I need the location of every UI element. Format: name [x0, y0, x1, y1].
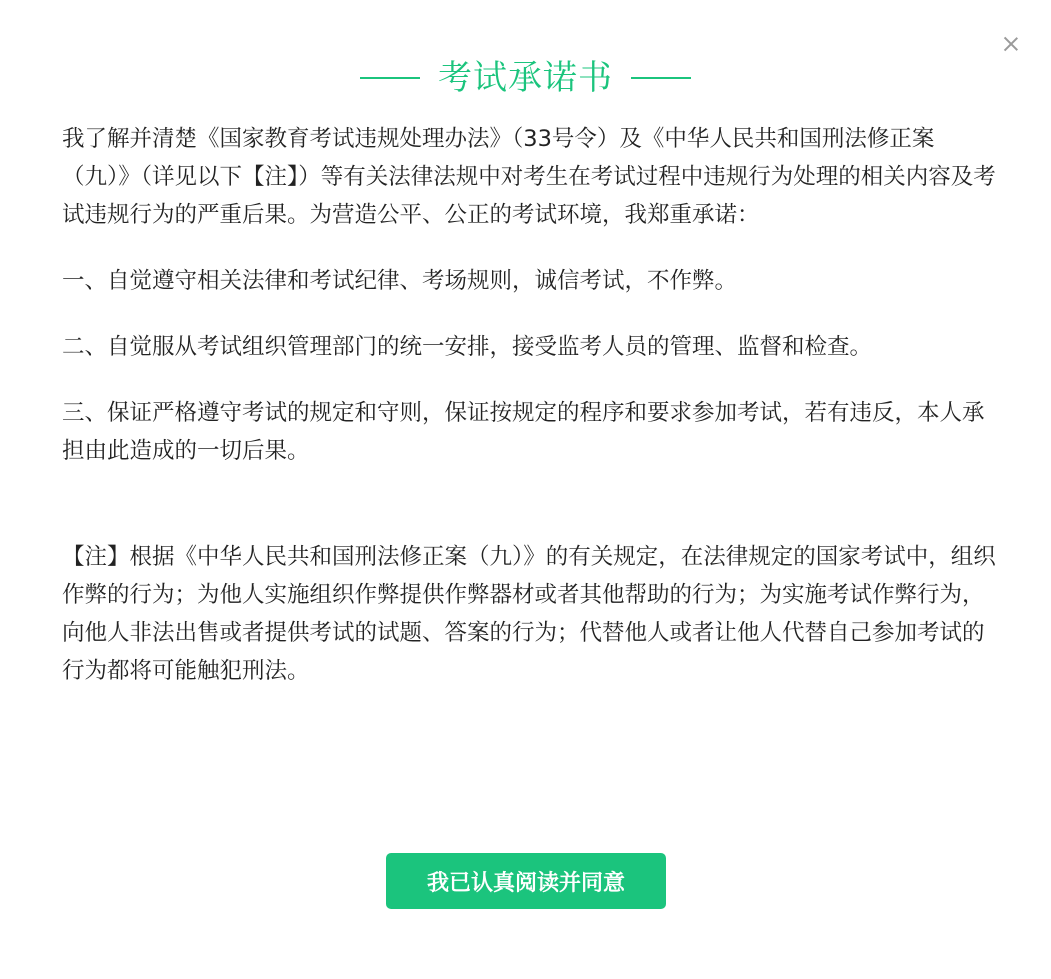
pledge-item-2: 二、自觉服从考试组织管理部门的统一安排，接受监考人员的管理、监督和检查。	[62, 334, 873, 360]
legal-note: 【注】根据《中华人民共和国刑法修正案（九）》的有关规定，在法律规定的国家考试中，组织作弊的行为；为他人实施组织作弊提供作弊器材或者其他帮助的行为；为实施考试作弊行为，向他人非法出售或者提供考试的试题、答案的行为；代替他人或者让他人代替自己参加考试的行为都将可能触犯刑法。	[62, 544, 996, 684]
close-icon[interactable]	[1001, 34, 1021, 54]
pledge-item-3: 三、保证严格遵守考试的规定和守则，保证按规定的程序和要求参加考试，若有违反，本人承担由此造成的一切后果。	[62, 400, 985, 464]
title-left-divider	[360, 77, 420, 79]
pledge-body	[62, 120, 997, 690]
title-right-divider	[631, 77, 691, 79]
pledge-item-1: 一、自觉遵守相关法律和考试纪律、考场规则，诚信考试，不作弊。	[62, 268, 738, 294]
dialog-title: 考试承诺书	[438, 58, 613, 98]
intro-paragraph: 我了解并清楚《国家教育考试违规处理办法》（33号令）及《中华人民共和国刑法修正案（九）》（详见以下【注】）等有关法律法规中对考生在考试过程中违规行为处理的相关内容及考试违规行为的严重后果。为营造公平、公正的考试环境，我郑重承诺：	[62, 126, 996, 228]
agree-button[interactable]: 我已认真阅读并同意	[386, 853, 666, 909]
dialog-header	[0, 54, 1051, 102]
